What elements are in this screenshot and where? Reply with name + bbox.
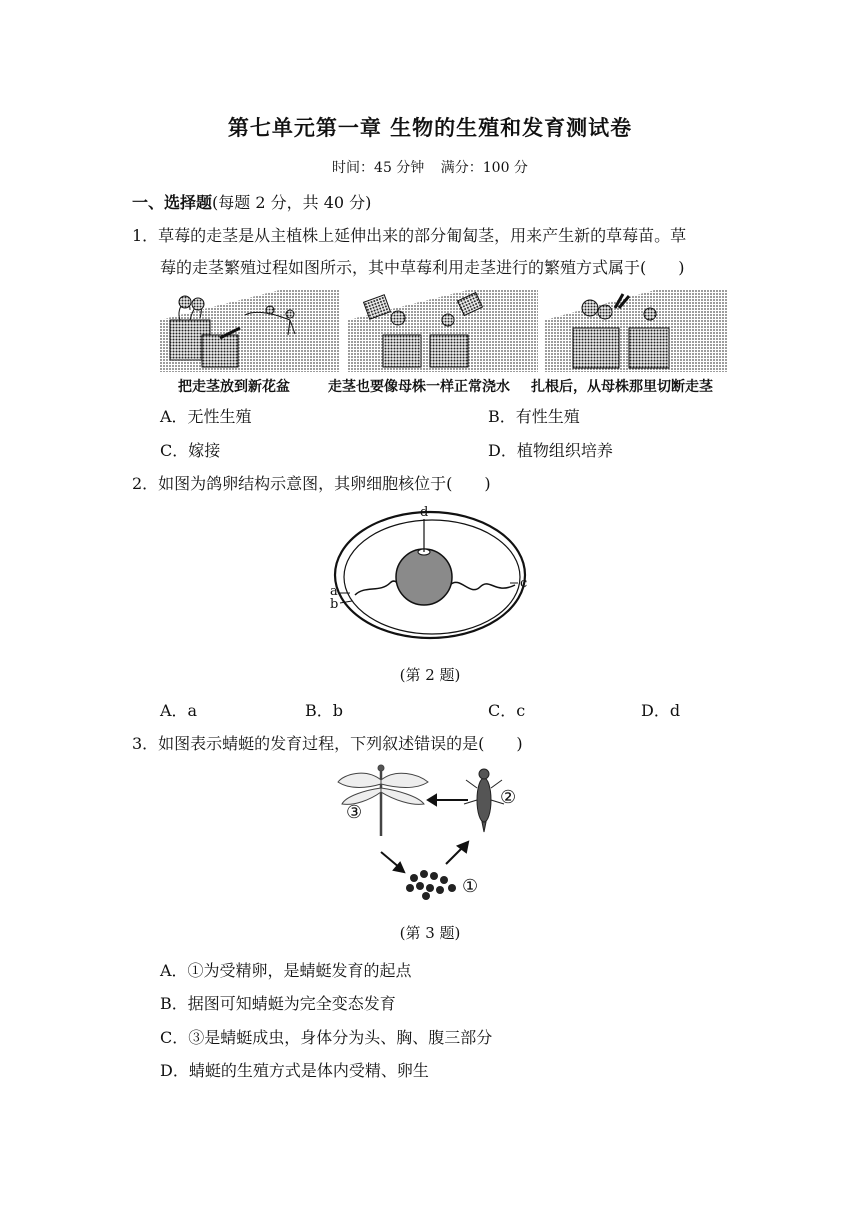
section-label: 一、选择题 [132,193,213,212]
stage-label-3: ③ [346,802,363,823]
time-limit: 时间：45 分钟 [332,160,425,176]
section-heading [132,190,371,213]
strawberry-runner-illustration [160,290,728,372]
q3-option-c: C．③是蜻蜓成虫，身体分为头、胸、腹三部分 [160,1028,493,1047]
q3-caption: (第 3 题) [399,924,461,942]
q1-caption-1: 把走茎放到新花盆 [178,379,290,395]
q2-option-b: B．b [305,701,344,720]
q3-option-b: B．据图可知蜻蜓为完全变态发育 [160,994,396,1013]
q1-caption-2: 走茎也要像母株一样正常浇水 [328,379,510,395]
eggs-icon [406,870,456,900]
q2-option-a: A．a [160,701,198,720]
egg-label-c: c [520,576,528,591]
dragonfly-nymph-icon [464,769,504,832]
section-note: (每题 2 分，共 40 分) [212,193,372,212]
q3-option-d: D．蜻蜓的生殖方式是体内受精、卵生 [160,1061,429,1080]
q2-option-c: C．c [488,701,526,720]
egg-label-a: a [330,584,338,599]
stage-label-2: ② [500,787,517,808]
panel-3 [545,290,728,372]
q3-figure-dragonfly-life-cycle [336,760,526,905]
page-title: 第七单元第一章 生物的生殖和发育测试卷 [227,116,633,140]
q3-option-a: A．①为受精卵，是蜻蜓发育的起点 [160,961,412,980]
q1-line2: 莓的走茎繁殖过程如图所示，其中草莓利用走茎进行的繁殖方式属于( ) [160,258,685,277]
q1-option-b: B．有性生殖 [488,407,580,426]
panel-1 [160,290,340,372]
pigeon-egg-diagram [320,505,530,645]
adult-dragonfly-icon [338,765,428,836]
q2-text: 2．如图为鸽卵结构示意图，其卵细胞核位于( ) [132,474,491,493]
q2-option-d: D．d [641,701,681,720]
q2-figure-pigeon-egg [320,505,530,645]
dragonfly-life-cycle-diagram [336,760,526,905]
full-score: 满分：100 分 [440,160,528,176]
panel-2 [348,290,538,372]
q1-option-c: C．嫁接 [160,441,221,460]
q1-figure-strerberry-runner-propagation [160,290,728,372]
q1-option-a: A．无性生殖 [160,407,252,426]
egg-label-d: d [420,505,429,520]
exam-meta [0,157,860,177]
q1-line1: 1．草莓的走茎是从主植株上延伸出来的部分匍匐茎，用来产生新的草莓苗。草 [132,226,687,245]
egg-label-b: b [330,597,339,612]
q3-text: 3．如图表示蜻蜓的发育过程，下列叙述错误的是( ) [132,734,523,753]
q1-caption-3: 扎根后，从母株那里切断走茎 [531,379,713,395]
stage-label-1: ① [462,876,479,897]
q1-option-d: D．植物组织培养 [488,441,613,460]
q2-caption: (第 2 题) [399,666,461,684]
